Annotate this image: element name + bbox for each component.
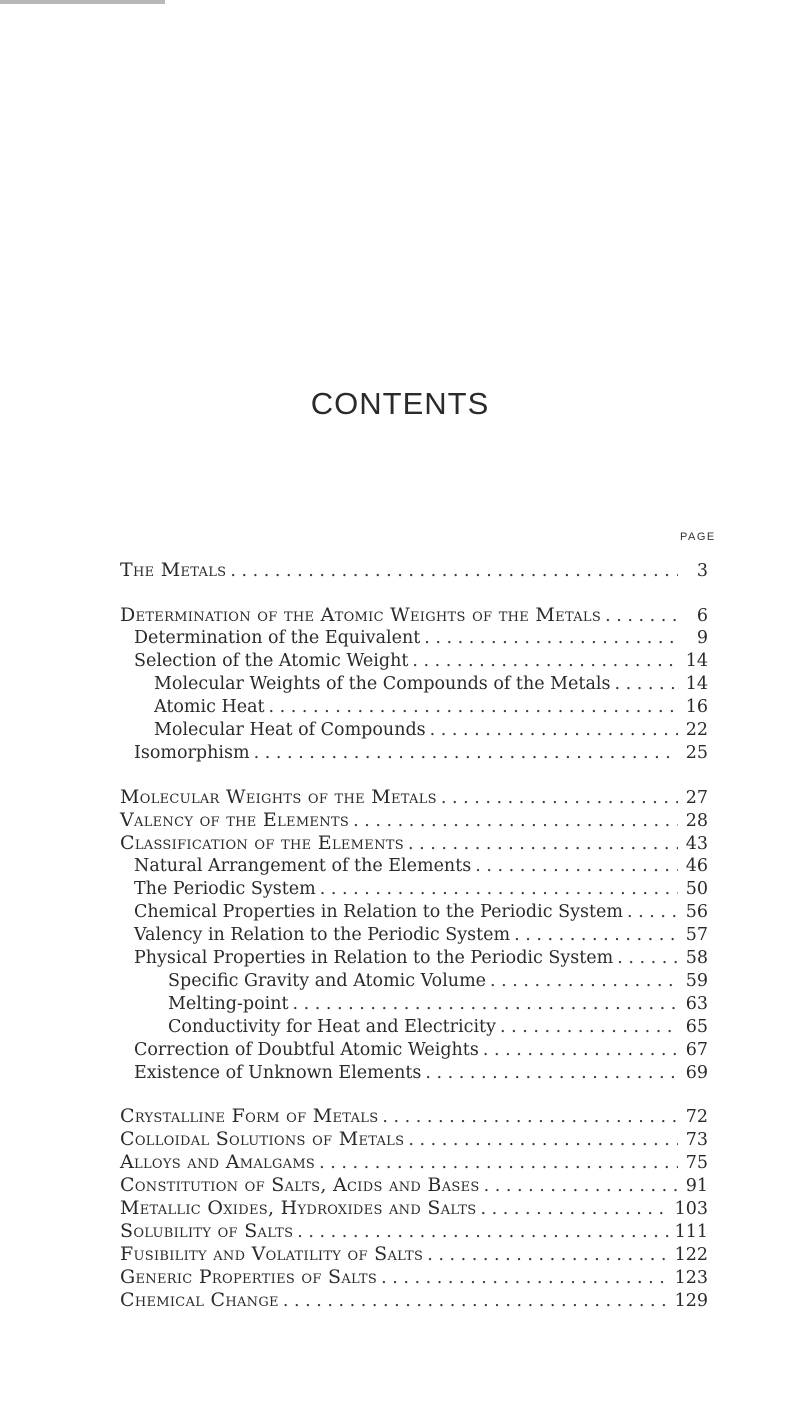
toc-entry-page: 27 [685,788,708,808]
toc-entry-crystalline-form [120,1105,708,1127]
toc-entry-page: 72 [685,1107,708,1127]
toc-entry-chemical-properties [134,901,708,923]
toc-entry-page: 122 [674,1245,708,1265]
toc-entry-label: Determination of the Atomic Weights of the Metals [120,604,602,626]
toc-entry-generic-properties [120,1266,708,1288]
toc-entry-label: Metallic Oxides, Hydroxides and Salts [120,1197,477,1219]
dot-leader [315,1152,678,1174]
toc-entry-page: 46 [685,856,708,876]
toc-entry-label: Melting-point [168,994,289,1014]
toc-entry-page: 69 [685,1063,708,1083]
toc-entry-valency [120,809,708,831]
toc-entry-page: 65 [685,1017,708,1037]
toc-entry-unknown-elements [134,1062,708,1084]
toc-entry-label: The Metals [120,559,227,581]
toc-entry-molecular-weights-metals [120,786,708,808]
toc-entry-physical-properties [134,947,708,969]
dot-leader [404,1129,678,1151]
toc-entry-label: Chemical Change [120,1289,279,1311]
toc-entry-page: 6 [696,606,708,626]
toc-entry-label: Colloidal Solutions of Metals [120,1128,405,1150]
toc-entry-label: Generic Properties of Salts [120,1266,378,1288]
toc-entry-metallic-oxides [120,1197,708,1219]
toc-entry-page: 59 [685,971,708,991]
toc-entry-classification [120,832,708,854]
toc-entry-page: 14 [685,674,708,694]
toc-entry-page: 9 [696,628,708,648]
toc-entry-alloys-amalgams [120,1151,708,1173]
toc-entry-label: Valency in Relation to the Periodic System [134,925,511,945]
dot-leader [426,719,678,741]
toc-entry-page: 103 [674,1199,708,1219]
dot-leader [349,810,678,832]
toc-entry-chemical-change [120,1289,708,1311]
toc-entry-label: Solubility of Salts [120,1220,294,1242]
dot-leader [279,1290,671,1312]
dot-leader [316,878,678,900]
toc-entry-page: 28 [685,811,708,831]
page-title: CONTENTS [310,386,490,421]
toc-entry-label: Alloys and Amalgams [120,1151,316,1173]
dot-leader [423,1244,670,1266]
toc-entry-label: Determination of the Equivalent [134,628,421,648]
toc-entry-solubility [120,1220,708,1242]
toc-entry-page: 16 [685,697,708,717]
toc-entry-label: Specific Gravity and Atomic Volume [168,971,487,991]
dot-leader [613,947,678,969]
toc-entry-label: Selection of the Atomic Weight [134,651,409,671]
toc-entry-fusibility [120,1243,708,1265]
toc-entry-page: 25 [685,743,708,763]
toc-entry-constitution-salts [120,1174,708,1196]
toc-entry-label: Physical Properties in Relation to the Periodic System [134,948,614,968]
dot-leader [479,1039,678,1061]
toc-entry-melting-point [168,993,708,1015]
toc-entry-label: The Periodic System [134,879,316,899]
toc-entry-natural-arrangement [134,855,708,877]
toc-entry-label: Existence of Unknown Elements [134,1063,422,1083]
toc-entry-label: Atomic Heat [154,697,265,717]
toc-entry-page: 111 [674,1222,708,1242]
toc-entry-label: Conductivity for Heat and Electricity [168,1017,496,1037]
dot-leader [265,696,678,718]
dot-leader [420,627,678,649]
toc-entry-selection-atomic-weight [134,650,708,672]
toc-entry-label: Natural Arrangement of the Elements [134,856,472,876]
dot-leader [471,855,678,877]
dot-leader [476,1198,670,1220]
dot-leader [601,605,678,627]
toc-entry-page: 56 [685,902,708,922]
toc-entry-determination-equivalent [134,627,708,649]
dot-leader [437,787,678,809]
dot-leader [378,1106,678,1128]
toc-entry-specific-gravity [168,970,708,992]
dot-leader [404,833,678,855]
toc-entry-atomic-heat [154,696,708,718]
toc-entry-page: 50 [685,879,708,899]
dot-leader [408,650,678,672]
toc-entry-label: Classification of the Elements [120,832,404,854]
dot-leader [486,970,678,992]
toc-entry-page: 22 [685,720,708,740]
toc-entry-page: 57 [685,925,708,945]
toc-entry-isomorphism [134,742,708,764]
toc-entry-page: 14 [685,651,708,671]
toc-entry-label: Fusibility and Volatility of Salts [120,1243,424,1265]
toc-entry-determination-atomic-weights [120,604,708,626]
dot-leader [289,993,678,1015]
toc-entry-page: 58 [685,948,708,968]
toc-entry-page: 43 [685,834,708,854]
toc-entry-conductivity [168,1016,708,1038]
toc-entry-label: Molecular Weights of the Compounds of the Metals [154,674,611,694]
toc-entry-valency-periodic [134,924,708,946]
toc-entry-correction-doubtful [134,1039,708,1061]
toc-entry-page: 73 [685,1130,708,1150]
dot-leader [610,673,678,695]
toc-entry-label: Correction of Doubtful Atomic Weights [134,1040,479,1060]
dot-leader [623,901,678,923]
toc-entry-label: Constitution of Salts, Acids and Bases [120,1174,480,1196]
dot-leader [377,1267,671,1289]
toc-entry-label: Molecular Weights of the Metals [120,786,437,808]
page-column-heading: PAGE [680,531,716,543]
toc-entry-label: Chemical Properties in Relation to the Periodic System [134,902,623,922]
dot-leader [496,1016,678,1038]
toc-entry-molecular-weights-compounds [154,673,708,695]
toc-entry-the-metals [120,559,708,581]
toc-entry-page: 129 [674,1291,708,1311]
toc-entry-label: Crystalline Form of Metals [120,1105,379,1127]
toc-entry-molecular-heat [154,719,708,741]
toc-entry-page: 91 [685,1176,708,1196]
dot-leader [421,1062,678,1084]
toc-entry-page: 123 [674,1268,708,1288]
dot-leader [480,1175,678,1197]
toc-entry-page: 63 [685,994,708,1014]
dot-leader [226,560,678,582]
toc-entry-colloidal-solutions [120,1128,708,1150]
toc-entry-page: 75 [685,1153,708,1173]
toc-entry-label: Molecular Heat of Compounds [154,720,426,740]
toc-entry-periodic-system [134,878,708,900]
toc-entry-page: 67 [685,1040,708,1060]
dot-leader [293,1221,670,1243]
dot-leader [250,742,678,764]
dot-leader [510,924,678,946]
toc-entry-label: Isomorphism [134,743,250,763]
toc-entry-page: 3 [696,561,708,581]
toc-entry-label: Valency of the Elements [120,809,350,831]
